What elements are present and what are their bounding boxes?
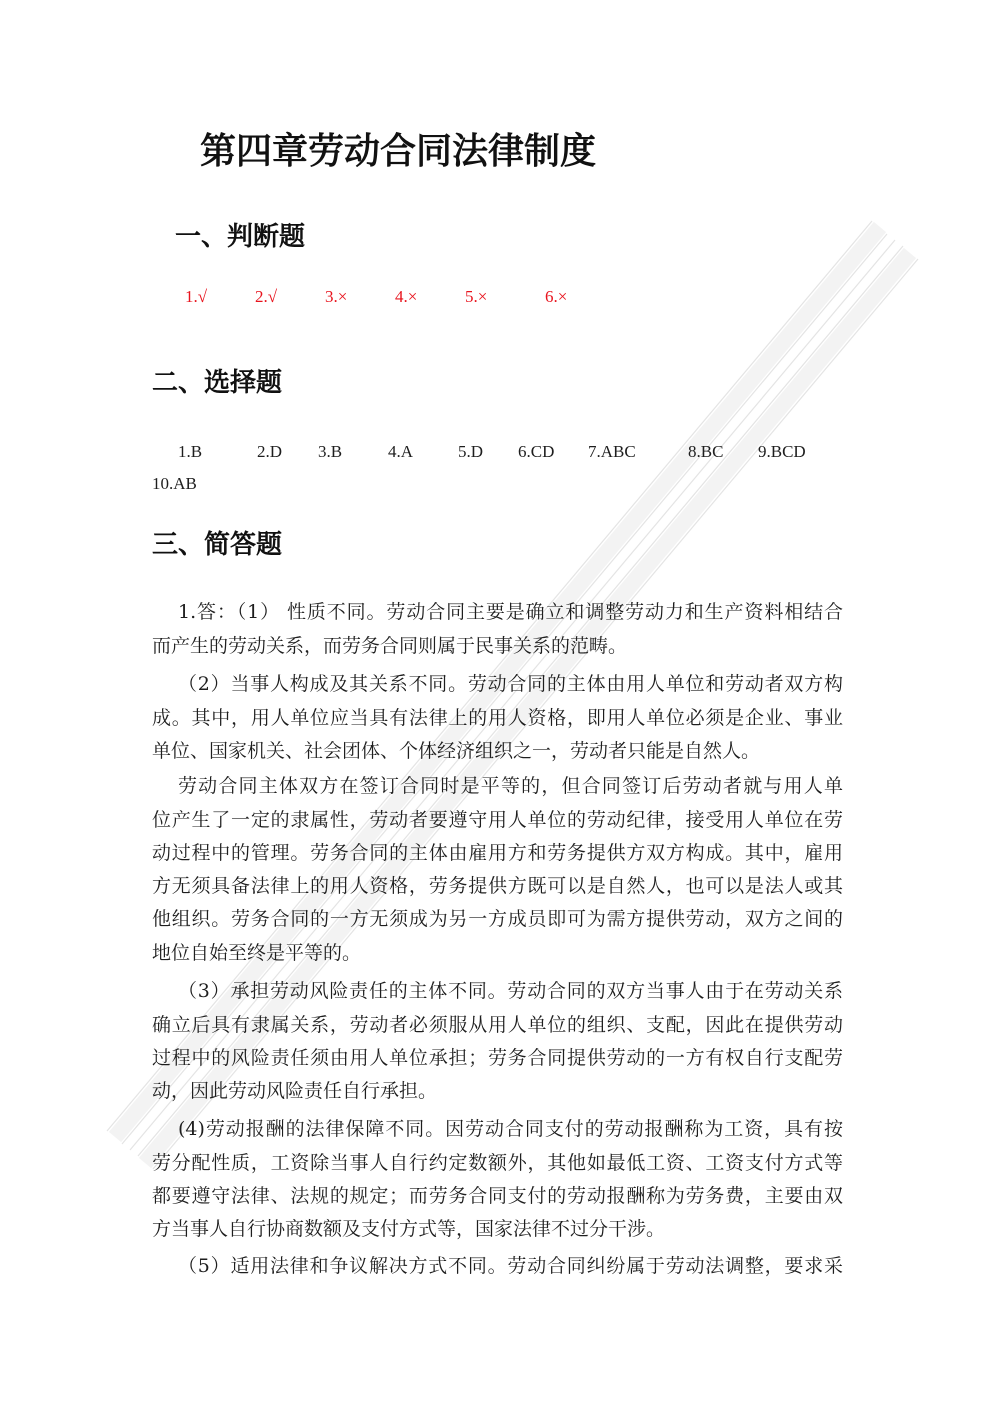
judgment-answer: 5.× [465,287,488,306]
answer-text-line: 劳分配性质，工资除当事人自行约定数额外，其他如最低工资、工资支付方式等 [152,1151,843,1174]
choice-answer: 5.D [458,442,484,461]
choice-answer: 4.A [388,442,414,461]
answer-text-line: （2）当事人构成及其关系不同。劳动合同的主体由用人单位和劳动者双方构 [178,673,843,696]
judgment-answer: 2.√ [255,287,278,306]
judgment-answer: 3.× [325,287,348,306]
answer-paragraph [152,596,843,663]
answer-text-line: (4)劳动报酬的法律保障不同。因劳动合同支付的劳动报酬称为工资，具有按 [178,1118,843,1141]
judgment-answers [0,285,993,309]
choice-answer: 3.B [318,442,343,461]
answer-text-line: 劳动合同主体双方在签订合同时是平等的，但合同签订后劳动者就与用人单 [178,775,843,798]
answer-text-line: （5）适用法律和争议解决方式不同。劳动合同纠纷属于劳动法调整，要求采 [178,1255,843,1278]
judgment-answer: 1.√ [185,287,208,306]
answer-text-line: 他组织。劳务合同的一方无须成为另一方成员即可为需方提供劳动，双方之间的 [152,908,843,931]
answer-paragraph [152,1113,843,1246]
short-answer-heading: 三、简答题 [152,530,283,560]
answer-paragraph [152,975,843,1108]
answer-text-line: 过程中的风险责任须由用人单位承担；劳务合同提供劳动的一方有权自行支配劳 [152,1046,843,1069]
answer-text-line: 地位自始至终是平等的。 [152,941,362,964]
answer-text-line: 确立后具有隶属关系，劳动者必须服从用人单位的组织、支配，因此在提供劳动 [152,1013,843,1036]
judgment-answer: 6.× [545,287,568,306]
answer-text-line: （3）承担劳动风险责任的主体不同。劳动合同的双方当事人由于在劳动关系 [178,980,843,1003]
choice-answer: 6.CD [518,442,555,461]
choice-answer: 9.BCD [758,442,806,461]
answer-text-line: 方无须具备法律上的用人资格，劳务提供方既可以是自然人，也可以是法人或其 [152,875,843,898]
choice-answer: 10.AB [152,474,197,493]
judgment-heading: 一、判断题 [175,222,306,252]
choice-answers-row-2 [0,472,993,496]
answer-text-line: 位产生了一定的隶属性，劳动者要遵守用人单位的劳动纪律，接受用人单位在劳 [152,808,843,831]
answer-text-line: 方当事人自行协商数额及支付方式等，国家法律不过分干涉。 [152,1218,666,1241]
choice-answers-row-1 [0,440,993,464]
answer-text-line: 都要遵守法律、法规的规定；而劳务合同支付的劳动报酬称为劳务费，主要由双 [152,1184,843,1207]
answer-paragraph [152,668,843,768]
answer-text-line: 而产生的劳动关系，而劳务合同则属于民事关系的范畴。 [152,634,628,657]
answer-text-line: 成。其中，用人单位应当具有法律上的用人资格，即用人单位必须是企业、事业 [152,706,843,729]
choice-heading: 二、选择题 [152,368,283,398]
answer-text-line: 单位、国家机关、社会团体、个体经济组织之一，劳动者只能是自然人。 [152,739,761,762]
chapter-title: 第四章劳动合同法律制度 [200,131,597,172]
answer-paragraph [152,1250,843,1283]
choice-answer: 2.D [257,442,283,461]
answer-text-line: 动过程中的管理。劳务合同的主体由雇用方和劳务提供方双方构成。其中，雇用 [152,841,843,864]
answer-text-line: 动，因此劳动风险责任自行承担。 [152,1080,438,1103]
choice-answer: 8.BC [688,442,724,461]
choice-answer: 7.ABC [588,442,636,461]
choice-answer: 1.B [178,442,203,461]
judgment-answer: 4.× [395,287,418,306]
answer-text-line: 1.答：（1） 性质不同。劳动合同主要是确立和调整劳动力和生产资料相结合 [178,601,843,624]
answer-paragraph [152,770,843,970]
